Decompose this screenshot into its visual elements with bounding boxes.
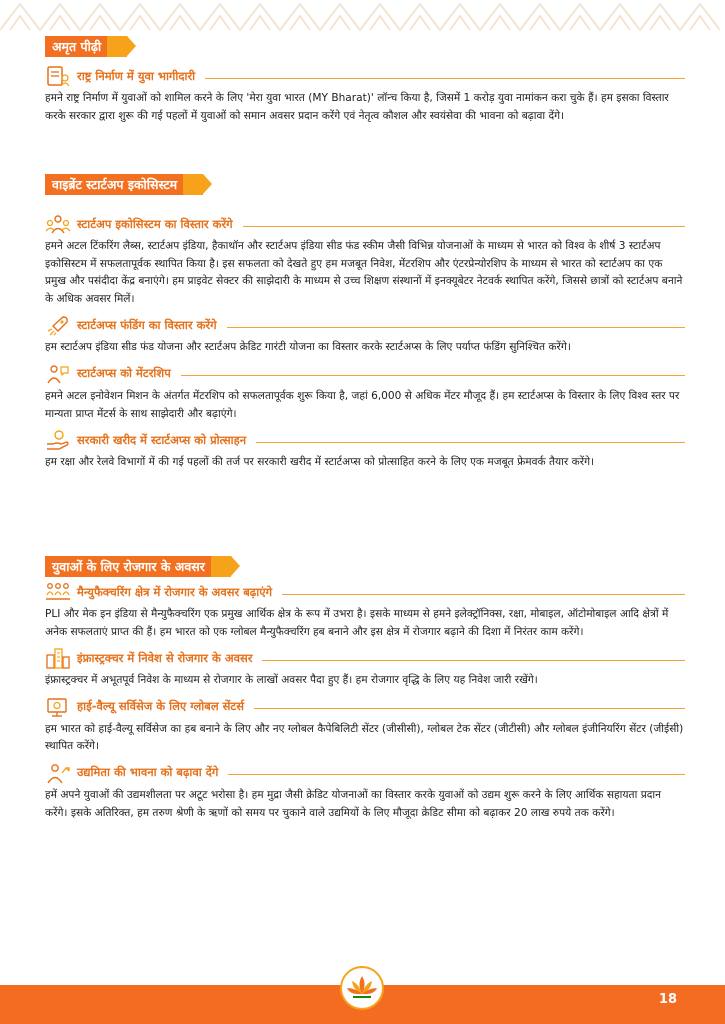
section-startup-ecosystem (45, 174, 685, 472)
subsection-title: उद्यमिता की भावना को बढ़ावा देंगे (77, 765, 219, 780)
subsection-heading (45, 696, 685, 718)
subsection-title: हाई-वैल्यू सर्विसेज के लिए ग्लोबल सेंटर्स (77, 699, 244, 714)
subsection-title: राष्ट्र निर्माण में युवा भागीदारी (77, 68, 196, 83)
title-rule (227, 327, 685, 328)
subsection-title: स्टार्टअप इकोसिस्टम का विस्तार करेंगे (77, 216, 233, 231)
body-paragraph: हम रक्षा और रेलवे विभागों में की गई पहलों की तर्ज पर सरकारी खरीद में स्टार्टअप्स को प्रोत्साहित करने के लिए एक मजबूत फ्रेमवर्क तैयार करेंगे। (45, 456, 595, 469)
title-rule (243, 226, 685, 227)
subsection-heading (45, 65, 685, 87)
title-rule (228, 774, 685, 775)
lotus-logo-icon (340, 966, 384, 1010)
subsection-title: स्टार्टअप्स को मेंटरशिप (77, 366, 171, 381)
header-pattern (0, 0, 725, 34)
subsection-title: मैन्युफैक्चरिंग क्षेत्र में रोजगार के अवसर बढ़ाएंगे (77, 584, 273, 599)
title-rule (262, 660, 685, 661)
hand-coin-icon (45, 429, 71, 451)
subsection-heading (45, 647, 685, 669)
body-paragraph: हम भारत को हाई-वैल्यू सर्विसेज का हब बनाने के लिए और नए ग्लोबल कैपेबिलिटी सेंटर (जीसीसी), ग्लोबल टेक सेंटर (जीटीसी) और ग्लोबल इंजीनियरिंग सेंटर (जीईसी) स्थापित करेंगे। (45, 722, 684, 753)
section-youth-employment (45, 556, 685, 822)
title-rule (282, 594, 685, 595)
title-rule (256, 442, 685, 443)
buildings-icon (45, 647, 71, 669)
mentor-icon (45, 363, 71, 385)
body-paragraph: हमने अटल इनोवेशन मिशन के अंतर्गत मेंटरशिप को सफलतापूर्वक शुरू किया है, जहां 6,000 से अधिक मेंटर मौजूद हैं। हम स्टार्टअप्स के विस्तार के लिए विश्व स्तर पर मान्यता प्राप्त मेंटर्स के साथ साझेदारी और बढ़ाएंगे। (45, 389, 680, 420)
title-rule (254, 708, 685, 709)
page-number: 18 (658, 992, 677, 1007)
factory-workers-icon (45, 581, 71, 603)
section-banner: युवाओं के लिए रोजगार के अवसर (45, 556, 231, 577)
body-paragraph: इंफ्रास्ट्रक्चर में अभूतपूर्व निवेश के माध्यम से रोजगार के लाखों अवसर पैदा हुए हैं। हम रोजगार वृद्धि के लिए यह निवेश जारी रखेंगे। (45, 674, 538, 687)
service-center-icon (45, 696, 71, 718)
subsection-heading (45, 213, 685, 235)
rocket-icon (45, 314, 71, 336)
subsection-heading (45, 429, 685, 451)
subsection-heading (45, 762, 685, 784)
section-amrit-peedhi (45, 36, 685, 125)
body-paragraph: हमने राष्ट्र निर्माण में युवाओं को शामिल करने के लिए 'मेरा युवा भारत (MY Bharat)' लॉन्च किया है, जिसमें 1 करोड़ युवा नामांकन करा चुके हैं। हम इसका विस्तार करके सरकार द्वारा शुरू की गई पहलों में युवाओं को समान अवसर प्रदान करेंगे एवं नेतृत्व कौशल और स्वयंसेवा की भावना को बढ़ावा देंगे। (45, 92, 669, 122)
entrepreneur-icon (45, 762, 71, 784)
body-paragraph: हम स्टार्टअप इंडिया सीड फंड योजना और स्टार्टअप क्रेडिट गारंटी योजना का विस्तार करके स्टार्टअप्स के लिए पर्याप्त फंडिंग सुनिश्चित करेंगे। (45, 341, 571, 354)
people-network-icon (45, 213, 71, 235)
subsection-heading (45, 581, 685, 603)
title-rule (205, 78, 685, 79)
youth-document-icon (45, 65, 71, 87)
title-rule (181, 375, 685, 376)
body-paragraph: हमें अपने युवाओं की उद्यमशीलता पर अटूट भरोसा है। हम मुद्रा जैसी क्रेडिट योजनाओं का विस्तार करके युवाओं को उद्यम शुरू करने के लिए आर्थिक सहायता प्रदान करेंगे। इसके अतिरिक्त, हम तरुण श्रेणी के ऋणों को समय पर चुकाने वाले उद्यमियों के लिए मौजूदा क्रेडिट सीमा को बढ़ाकर 20 लाख रुपये तक करेंगे। (45, 788, 661, 819)
subsection-title: स्टार्टअप्स फंडिंग का विस्तार करेंगे (77, 317, 217, 332)
subsection-title: इंफ्रास्ट्रक्चर में निवेश से रोजगार के अवसर (77, 650, 253, 665)
subsection-heading (45, 314, 685, 336)
section-banner: वाइब्रेंट स्टार्टअप इकोसिस्टम (45, 174, 203, 195)
section-banner: अमृत पीढ़ी (45, 36, 127, 57)
subsection-heading (45, 363, 685, 385)
subsection-title: सरकारी खरीद में स्टार्टअप्स को प्रोत्साहन (77, 432, 247, 447)
body-paragraph: PLI और मेक इन इंडिया से मैन्युफैक्चरिंग एक प्रमुख आर्थिक क्षेत्र के रूप में उभरा है। इसके माध्यम से हमने इलेक्ट्रॉनिक्स, रक्षा, मोबाइल, ऑटोमोबाइल आदि क्षेत्रों में अनेक सफलताएं प्राप्त की हैं। हम भारत को एक ग्लोबल मैन्युफैक्चरिंग हब बनाने और इस क्षेत्र में रोजगार बढ़ाने की दिशा में निरंतर काम करेंगे। (45, 608, 669, 638)
body-paragraph: हमने अटल टिंकरिंग लैब्स, स्टार्टअप इंडिया, हैकाथॉन और स्टार्टअप इंडिया सीड फंड स्कीम जैसी विभिन्न योजनाओं के माध्यम से भारत को विश्व के शीर्ष 3 स्टार्टअप इकोसिस्टम में सफलतापूर्वक स्थापित किया है। इस सफलता को देखते हुए हम मजबूत निवेश, मेंटरशिप और एंटरप्रेन्योरशिप के माध्यम से भारत को स्टार्टअप का एक प्रमुख और पसंदीदा केंद्र बनाएंगे। हम प्राइवेट सेक्टर की साझेदारी के माध्यम से उच्च शिक्षण संस्थानों में इनक्यूबेटर नेटवर्क स्थापित करेंगे, जिससे छात्रों को स्टार्टअप बनाने के अधिक अवसर मिलें। (45, 240, 683, 305)
